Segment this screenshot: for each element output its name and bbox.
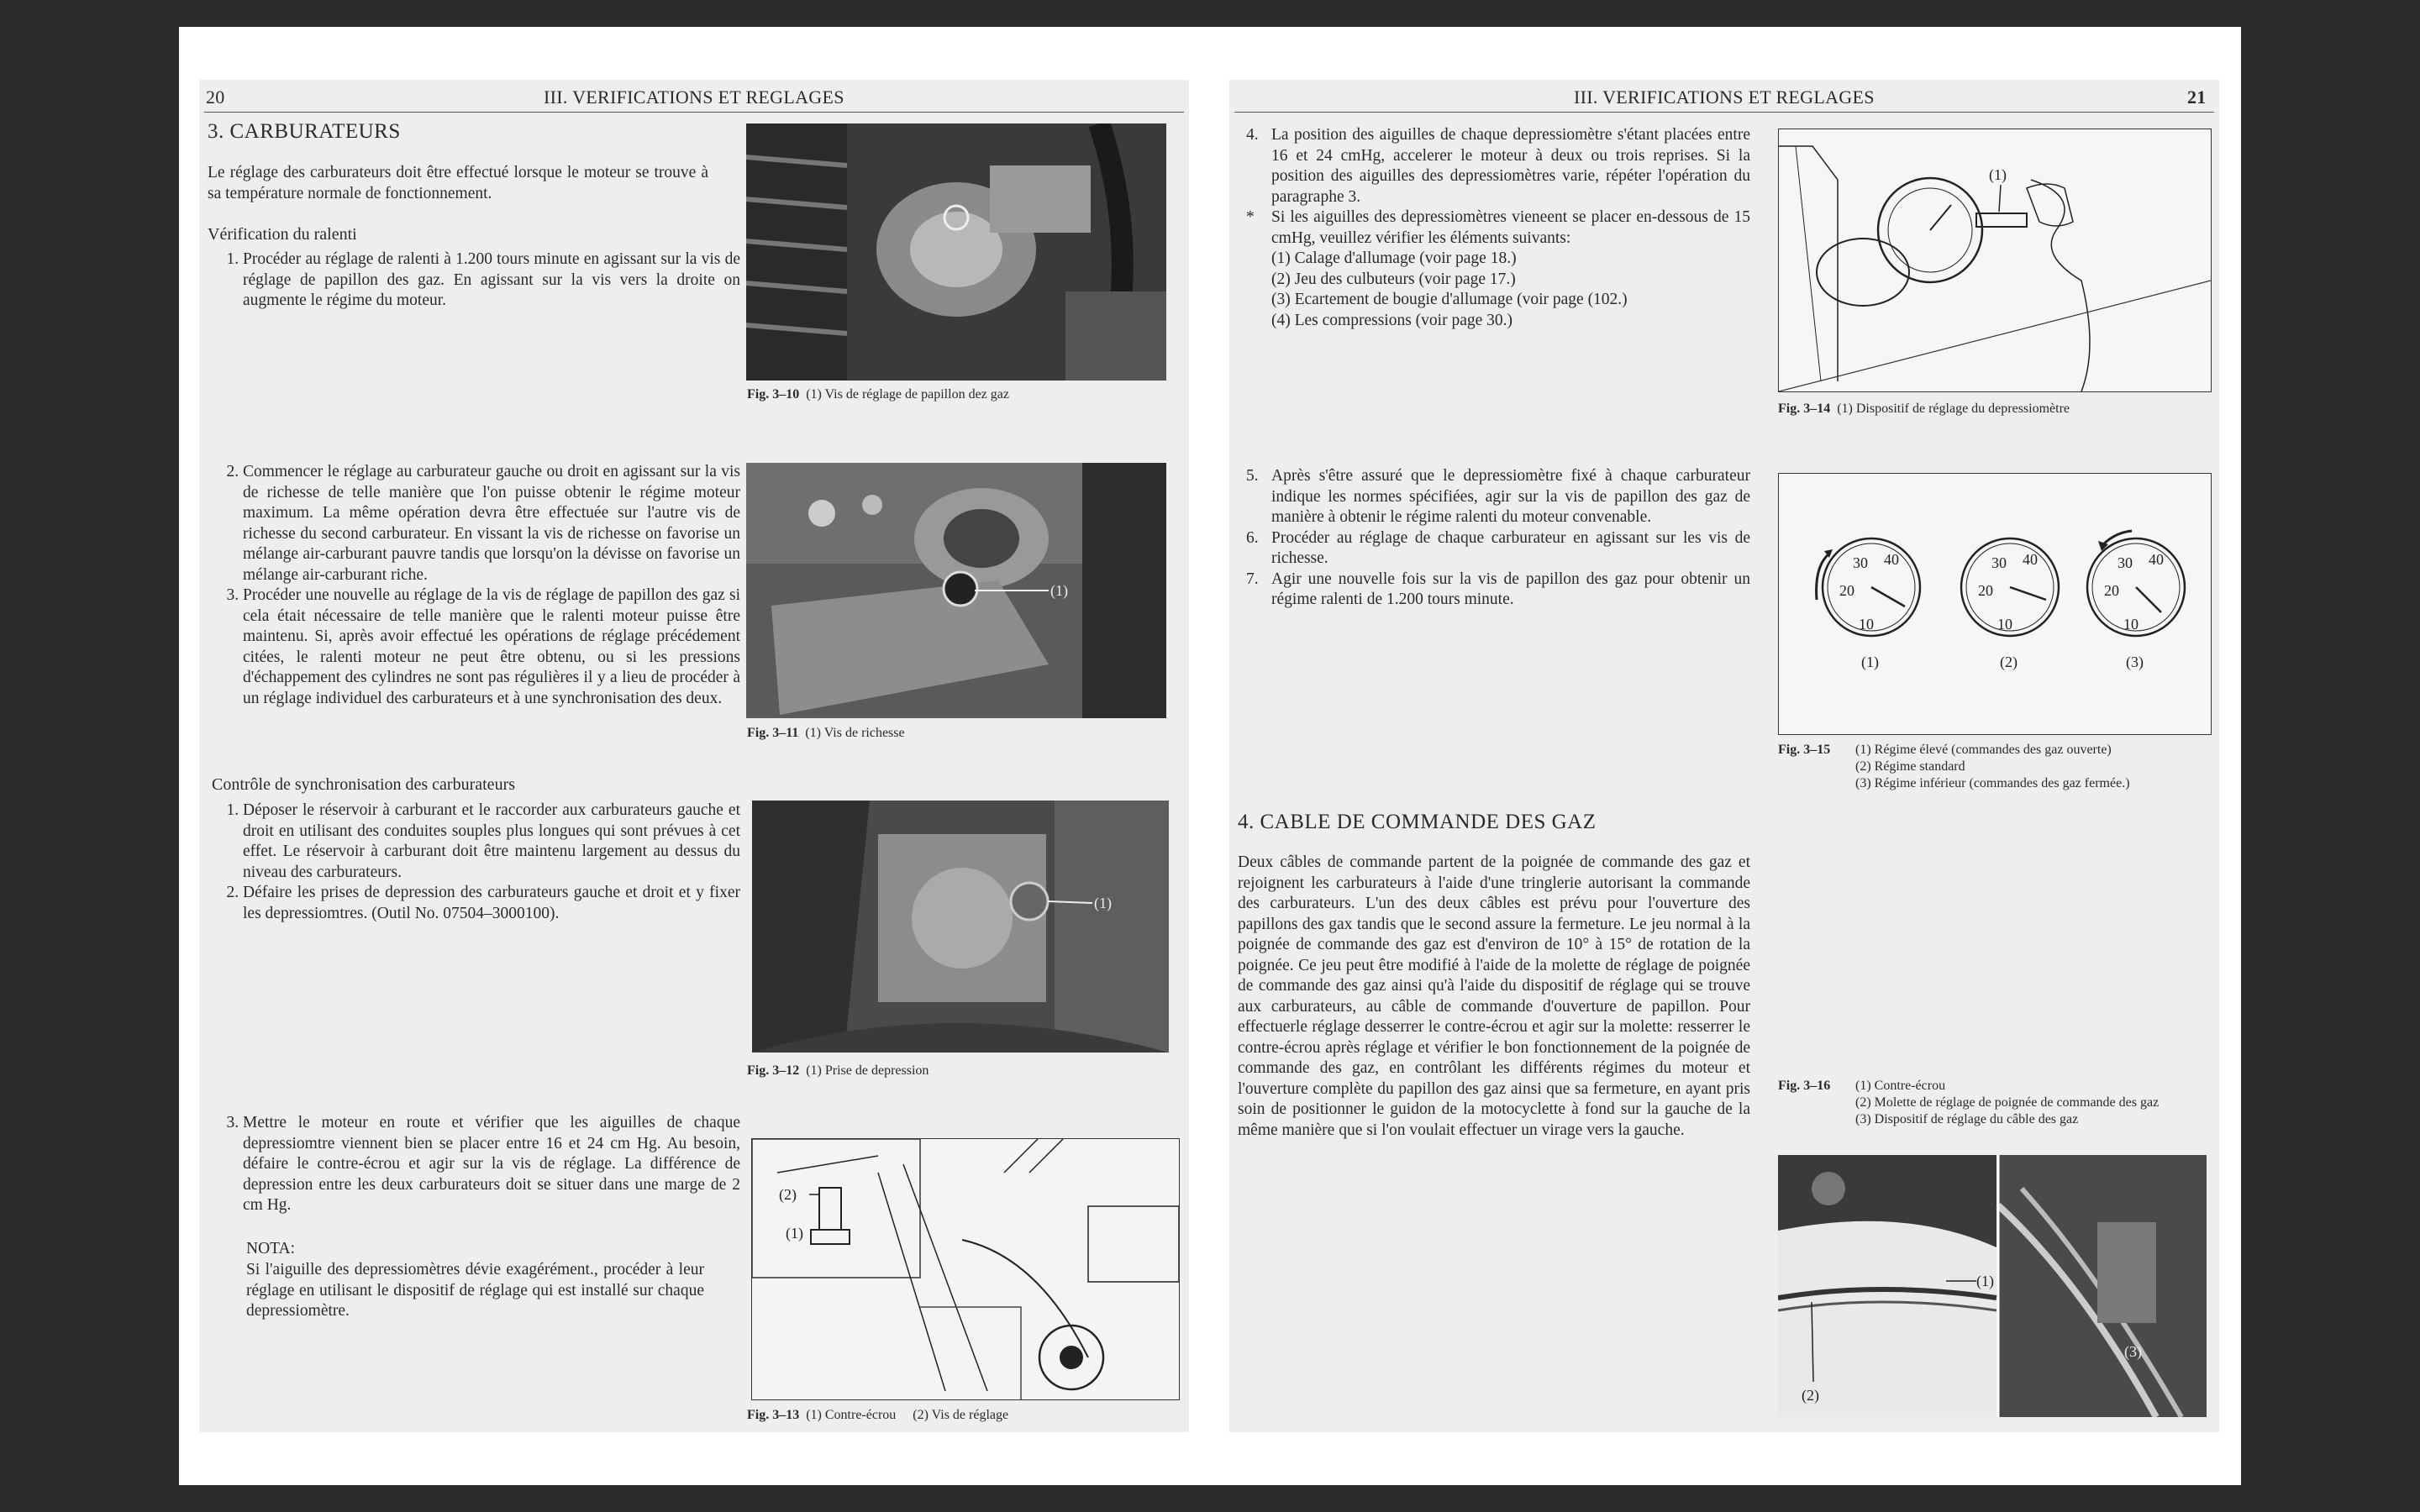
list-item: (1) Calage d'allumage (voir page 18.) (1271, 249, 1517, 267)
right-page (1229, 80, 2219, 1432)
fig-number: Fig. 3–11 (747, 726, 799, 740)
fig-3-10-caption (747, 386, 1009, 403)
svg-text:(2): (2) (2000, 654, 2018, 670)
section-title: 3. CARBURATEURS (208, 120, 401, 143)
svg-text:10: 10 (1859, 616, 1874, 633)
fig-3-14-label: (1) (1989, 166, 2007, 183)
fig-number: Fig. 3–14 (1778, 402, 1831, 416)
fig-text: (1) Contre-écrou (1855, 1079, 1946, 1093)
sync-step-list (208, 801, 740, 924)
running-head: III. VERIFICATIONS ET REGLAGES (1574, 87, 1875, 108)
gauge-1 (1817, 538, 1920, 671)
svg-text:30: 30 (2118, 554, 2133, 571)
list-item: 2. Défaire les prises de depression des carburateurs gauche et droit et y fixer les depressiomtres. (Outil No. 07504–3000100). (243, 883, 740, 924)
list-item: 1. Procéder au réglage de ralenti à 1.200 tours minute en agissant sur la vis de réglage de papillon des gaz. En agissant sur la vis vers la droite on augmente le régime du moteur. (243, 249, 740, 312)
left-page (199, 80, 1189, 1432)
header-rule (204, 112, 1184, 113)
idle-heading: Vérification du ralenti (208, 225, 357, 244)
fig-3-11-label: (1) (1050, 582, 1068, 599)
page-number: 21 (2187, 87, 2207, 108)
fig-3-13-label-1: (1) (786, 1225, 803, 1242)
nota-title: NOTA: (246, 1240, 296, 1257)
fig-3-12-caption (747, 1063, 929, 1079)
fig-3-16-caption (1778, 1078, 2181, 1128)
fig-number: Fig. 3–13 (747, 1408, 800, 1422)
fig-3-13-drawing (751, 1138, 1180, 1400)
fig-3-13-caption (747, 1407, 1008, 1424)
fig-text: (1) Régime élevé (commandes des gaz ouverte) (1855, 743, 2112, 757)
svg-text:40: 40 (2023, 551, 2038, 568)
list-item: (4) Les compressions (voir page 30.) (1271, 311, 1513, 329)
fig-number: Fig. 3–12 (747, 1063, 800, 1078)
svg-text:40: 40 (2149, 551, 2164, 568)
fig-number: Fig. 3–15 (1778, 743, 1831, 757)
gauge-3 (2087, 531, 2185, 671)
idle-step-list-1 (208, 249, 740, 312)
cable-paragraph: Deux câbles de commande partent de la poignée de commande des gaz et rejoignent les carburateurs à l'aide d'une tringlerie autorisant la commande des carburateurs. L'un des deux câbles est prévu pour l'ouverture des papillons des gax tandis que le second assure la fermeture. Le jeu normal à la poignée de commande des gaz est d'environ de 10° à 15° de rotation de la poignée. Ce jeu peut être modifié à l'aide de la molette de réglage de poignée de commande des gaz ainsi qu'à l'aide du dispositif de réglage qui se trouve aux carburateurs, au câble de commande d'ouverture de papillon. Pour effectuerle réglage desserrer le contre-écrou et agir sur la molette: resserrer le contre-écrou après réglage et vérifier le bon fonctionnement de la poignée de commande des gaz, en contrôlant les différents régimes du moteur et l'ouverture complète du papillon des gaz ainsi que sa fermeture, en ayant pris soin de positionner le guidon de la motocyclette à fond sur la gauche de la même manière que si l'on voulait effectuer un virage vers la gauche. (1238, 853, 1750, 1139)
list-item: 1. Déposer le réservoir à carburant et le raccorder aux carburateurs gauche et droit en utilisant des conduites souples plus longues qui sont prévues à cet effet. Le réservoir à carburant doit être maintenu largement au dessus du niveau des carburateurs. (243, 801, 740, 883)
list-item: * Si les aiguilles des depressiomètres vieneent se placer en-dessous de 15 cmHg, veuillez vérifier les éléments suivants: (1246, 208, 1750, 247)
fig-3-10-photo (746, 123, 1166, 381)
section-title: 4. CABLE DE COMMANDE DES GAZ (1238, 811, 1597, 833)
svg-text:10: 10 (1997, 616, 2012, 633)
fig-text: (2) Régime standard (1855, 759, 1965, 774)
fig-text: (1) Vis de richesse (805, 726, 905, 740)
intro-paragraph: Le réglage des carburateurs doit être effectué lorsque le moteur se trouve à sa température normale de fonctionnement. (208, 164, 708, 202)
nota-text: Si l'aiguille des depressiomètres dévie exagérément., procéder à leur réglage en utilisant le dispositif de réglage qui est installé sur chaque depressiomètre. (246, 1261, 704, 1320)
svg-text:(1): (1) (1861, 654, 1879, 670)
fig-3-15-gauges (1778, 473, 2212, 735)
fig-3-16-label-3: (3) (2124, 1343, 2142, 1360)
steps-a (1246, 125, 1750, 331)
fig-text: (2) Molette de réglage de poignée de commande des gaz (1855, 1095, 2160, 1110)
svg-text:(3): (3) (2126, 654, 2144, 670)
fig-number: Fig. 3–16 (1778, 1079, 1831, 1093)
svg-text:20: 20 (1839, 582, 1854, 599)
fig-3-16-photo (1778, 1155, 2207, 1417)
fig-text: (3) Régime inférieur (commandes des gaz fermée.) (1855, 776, 2130, 790)
list-item: 7. Agir une nouvelle fois sur la vis de papillon des gaz pour obtenir un régime ralenti de 1.200 tours minute. (1246, 570, 1750, 608)
list-item: 2. Commencer le réglage au carburateur gauche ou droit en agissant sur la vis de richesse de telle manière que l'on puisse obtenir le régime moteur maximum. La même opération devra être effectuée sur l'autre vis de richesse du second carburateur. En vissant la vis de richesse on favorise un mélange air-carburant pauvre tandis que lorsqu'on la dévisse on favorise un mélange air-carburant riche. (243, 462, 740, 585)
svg-text:30: 30 (1853, 554, 1868, 571)
sync-step-list-3 (208, 1113, 740, 1216)
svg-text:10: 10 (2123, 616, 2139, 633)
steps-b (1246, 466, 1750, 611)
list-item: (2) Jeu des culbuteurs (voir page 17.) (1271, 270, 1516, 288)
check-list (1246, 249, 1750, 331)
fig-3-16-label-2: (2) (1802, 1387, 1819, 1404)
fig-3-11-photo (746, 463, 1166, 718)
sync-heading: Contrôle de synchronisation des carburateurs (212, 775, 516, 794)
list-item: 3. Mettre le moteur en route et vérifier que les aiguilles de chaque depressiomtre viennent bien se placer entre 16 et 24 cm Hg. Au besoin, défaire le contre-écrou et agir sur la vis de réglage. La différence de depression entre les deux carburateurs doit se situer dans une marge de 2 cm Hg. (243, 1113, 740, 1216)
fig-3-11-caption (747, 725, 905, 742)
svg-text:40: 40 (1884, 551, 1899, 568)
fig-text: (1) Dispositif de réglage du depressiomètre (1837, 402, 2070, 416)
fig-3-12-label: (1) (1094, 895, 1112, 911)
fig-text: (1) Prise de depression (806, 1063, 929, 1078)
idle-step-list-2 (208, 462, 740, 709)
running-head: III. VERIFICATIONS ET REGLAGES (544, 87, 844, 108)
fig-3-16-label-1: (1) (1976, 1273, 1994, 1289)
svg-text:30: 30 (1991, 554, 2007, 571)
fig-3-14-drawing (1778, 129, 2212, 392)
fig-text: (1) Vis de réglage de papillon dez gaz (806, 387, 1009, 402)
fig-3-15-caption (1778, 742, 2130, 792)
svg-text:20: 20 (1978, 582, 1993, 599)
fig-number: Fig. 3–10 (747, 387, 800, 402)
list-item: (3) Ecartement de bougie d'allumage (voir page (102.) (1271, 291, 1628, 308)
fig-text: (3) Dispositif de réglage du câble des gaz (1855, 1112, 2079, 1126)
header-rule (1234, 112, 2214, 113)
svg-text:20: 20 (2104, 582, 2119, 599)
page-number: 20 (206, 87, 225, 108)
list-item: 5. Après s'être assuré que le depressiomètre fixé à chaque carburateur indique les normes spécifiées, agir sur la vis de papillon des gaz de manière à obtenir le régime ralenti du moteur convenable. (1246, 467, 1750, 526)
fig-text: (1) Contre-écrou (2) Vis de réglage (806, 1408, 1009, 1422)
fig-3-14-caption (1778, 401, 2070, 417)
list-item: 6. Procéder au réglage de chaque carburateur en agissant sur les vis de richesse. (1246, 528, 1750, 567)
gauge-2 (1961, 538, 2059, 671)
list-item: 3. Procéder une nouvelle au réglage de la vis de réglage de papillon des gaz si cela était nécessaire de telle manière que le ralenti moteur puisse être maintenu. Si, après avoir effectué les opérations de réglage précédement citées, le ralenti moteur ne peut être obtenu, ou si les pressions d'échappement des cylindres ne sont pas régulières il y a lieu de procéder à un réglage individuel des carburateurs et à une synchronisation des deux. (243, 585, 740, 709)
fig-3-12-photo (752, 801, 1169, 1053)
list-item: 4. La position des aiguilles de chaque depressiomètre s'étant placées entre 16 et 24 cmHg, accelerer le moteur à deux ou trois reprises. Si la position des aiguilles des depressiomètres varie, répéter l'opération du paragraphe 3. (1246, 126, 1750, 206)
fig-3-13-label-2: (2) (779, 1186, 797, 1203)
